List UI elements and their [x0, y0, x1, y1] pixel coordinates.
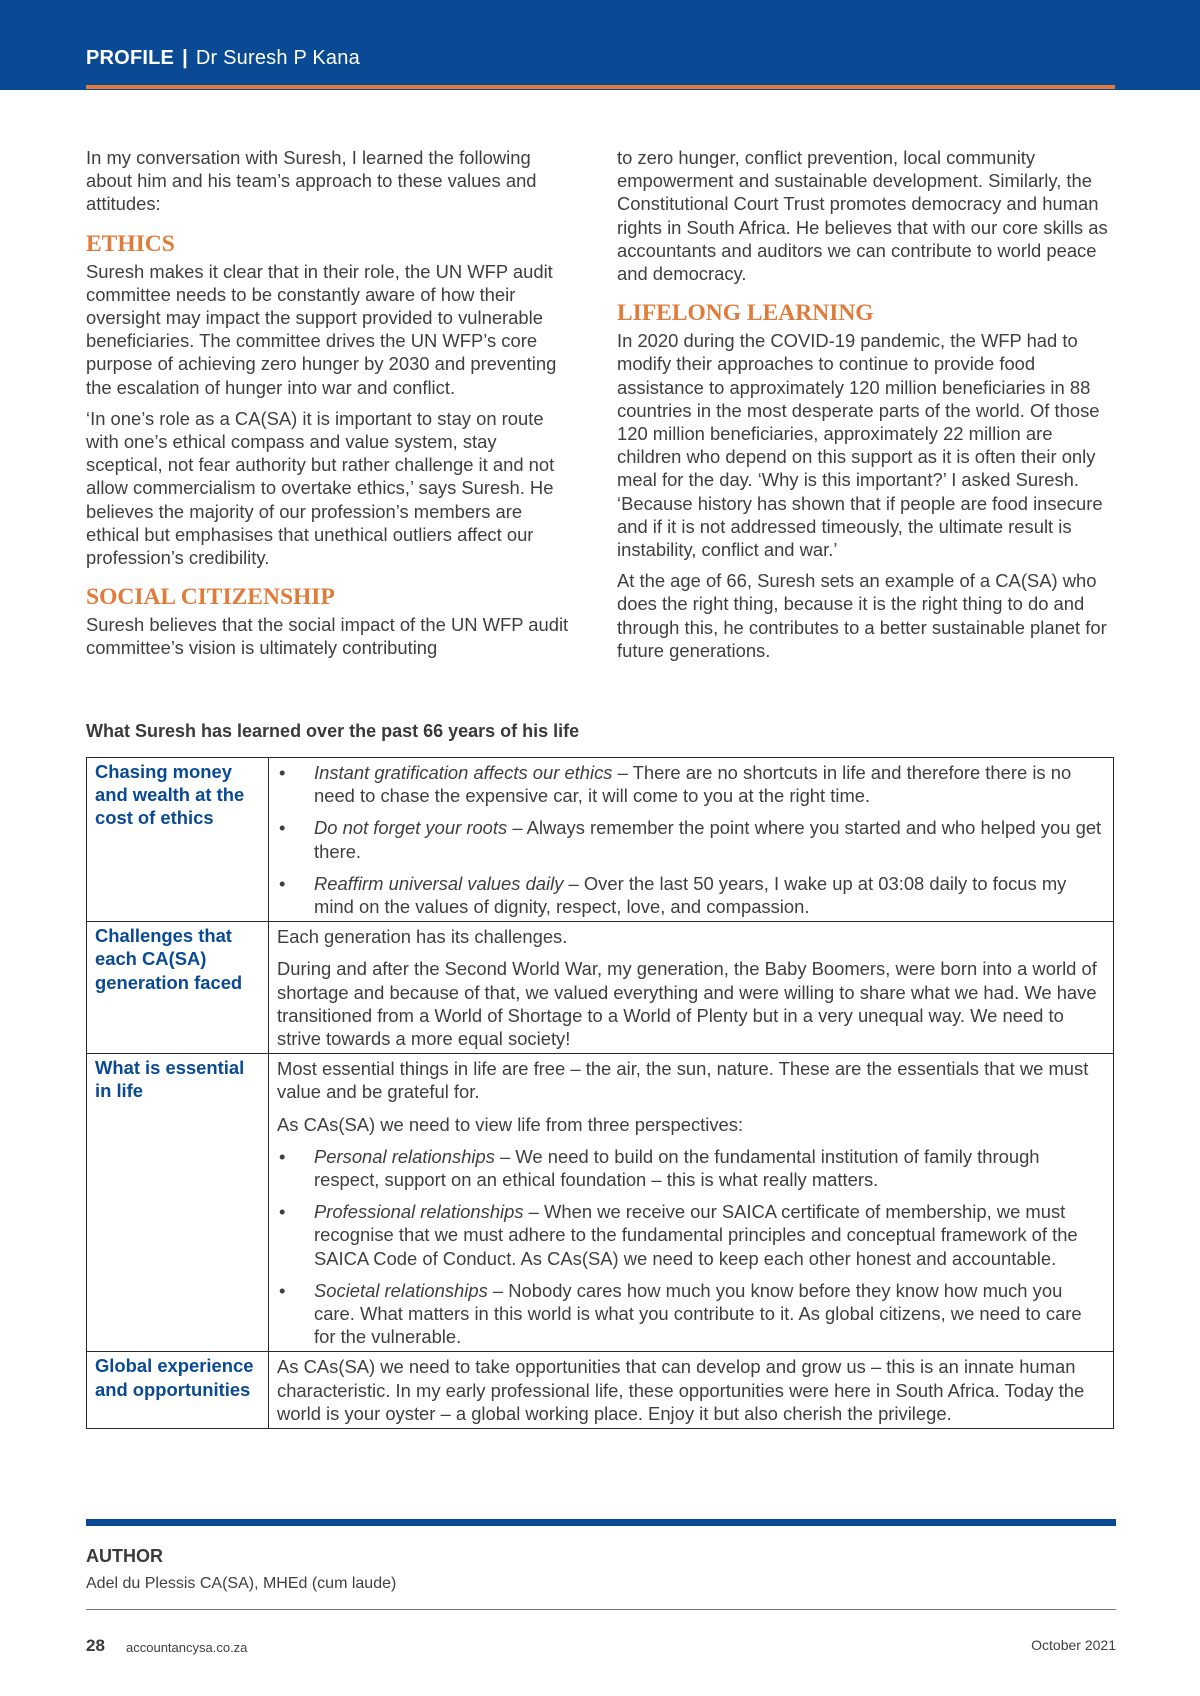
row-heading: What is essential in life [87, 1054, 269, 1352]
row-content [269, 758, 1114, 922]
row-heading: Challenges that each CA(SA) generation faced [87, 922, 269, 1054]
social-citizenship-heading: SOCIAL CITIZENSHIP [86, 584, 335, 611]
bullet-text: – Nobody cares how much you know before they know how much you care. What matters in this world is what you contribute to it. As global citizens, we need to care for the vulnerable. [314, 1279, 1082, 1348]
section-label: PROFILE [86, 47, 175, 69]
bullet-text: – Over the last 50 years, I wake up at 03:08 daily to focus my mind on the values of dignity, respect, love, and compassion. [314, 872, 1067, 918]
row-paragraph: Each generation has its challenges. [277, 926, 568, 948]
header-accent-rule [86, 85, 1115, 89]
header-band [0, 0, 1200, 90]
bullet-label: Reaffirm universal values daily [314, 872, 564, 894]
bullet-label: Do not forget your roots [314, 817, 508, 839]
list-item [277, 1279, 1106, 1349]
bullet-list [277, 1145, 1106, 1349]
author-name: Adel du Plessis CA(SA), MHEd (cum laude) [86, 1575, 397, 1592]
running-header [86, 47, 360, 70]
lifelong-paragraph-1: In 2020 during the COVID-19 pandemic, the WFP had to modify their approaches to continue to provide food assistance to approximately 120 million beneficiaries in 88 countries in the most desperate parts of the world. Of those 120 million beneficiaries, approximately 22 million are children who depend on this support as it is often their only meal for the day. ‘Why is this important?’ I asked Suresh. ‘Because history has shown that if people are food insecure and if it is not addressed timeously, the ultimate result is instability, conflict and war.’ [617, 330, 1103, 561]
lessons-table [86, 757, 1114, 1429]
table-row [87, 1352, 1114, 1429]
social-paragraph-continued: to zero hunger, conflict prevention, local community empowerment and sustainable development. Similarly, the Constitutional Court Trust promotes democracy and human rights in South Africa. He believes that with our core skills as accountants and auditors we can contribute to world peace and democracy. [617, 147, 1108, 285]
ethics-heading: ETHICS [86, 230, 175, 257]
page-number: 28 [86, 1636, 105, 1655]
bullet-label: Societal relationships [314, 1279, 488, 1301]
ethics-paragraph-1: Suresh makes it clear that in their role, the UN WFP audit committee needs to be constantly aware of how their oversight may impact the support provided to vulnerable beneficiaries. The committee drives the UN WFP’s core purpose of achieving zero hunger by 2030 and preventing the escalation of hunger into war and conflict. [86, 260, 557, 398]
row-heading: Chasing money and wealth at the cost of ethics [87, 758, 269, 922]
bullet-text: – Always remember the point where you started and who helped you get there. [314, 817, 1102, 862]
lifelong-learning-heading: LIFELONG LEARNING [617, 300, 874, 327]
bullet-label: Professional relationships [314, 1201, 524, 1223]
profile-subject: Dr Suresh P Kana [195, 47, 360, 69]
bullet-list [277, 761, 1106, 918]
list-item [277, 761, 1106, 807]
social-paragraph-start: Suresh believes that the social impact of the UN WFP audit committee’s vision is ultimately contributing [86, 614, 569, 659]
ethics-paragraph-2: ‘In one’s role as a CA(SA) it is important to stay on route with one’s ethical compass and value system, stay sceptical, not fear authority but rather challenge it and not allow commercialism to overtake ethics,’ says Suresh. He believes the majority of our profession’s members are ethical but emphasises that unethical outliers affect our profession’s credibility. [86, 407, 555, 569]
list-item [277, 872, 1106, 918]
row-paragraph: During and after the Second World War, my generation, the Baby Boomers, were born into a world of shortage and because of that, we valued everything and were willing to share what we had. We have transitioned from a World of Shortage to a World of Plenty but in a very unequal way. We need to strive towards a more equal society! [277, 958, 1097, 1050]
article-column-right [617, 146, 1117, 670]
author-divider-bar [86, 1519, 1116, 1526]
bullet-text: – There are no shortcuts in life and therefore there is no need to chase the expensive car, it will come to you at the right time. [314, 762, 1072, 807]
row-heading: Global experience and opportunities [87, 1352, 269, 1429]
bullet-text: – When we receive our SAICA certificate of membership, we must recognise that we must adhere to the fundamental principles and conceptual framework of the SAICA Code of Conduct. As CAs(SA) we need to keep each other honest and accountable. [314, 1201, 1078, 1269]
list-item [277, 816, 1106, 862]
row-content [269, 1352, 1114, 1429]
row-paragraph: As CAs(SA) we need to take opportunities that can develop and grow us – this is an innate human characteristic. In my early professional life, these opportunities were here in South Africa. Today the world is your oyster – a global working place. Enjoy it but also cherish the privilege. [277, 1356, 1085, 1424]
intro-paragraph: In my conversation with Suresh, I learned the following about him and his team’s approach to these values and attitudes: [86, 147, 537, 215]
row-content [269, 1054, 1114, 1352]
table-row [87, 758, 1114, 922]
issue-date: October 2021 [1031, 1637, 1116, 1653]
author-heading: AUTHOR [86, 1546, 163, 1566]
table-row [87, 922, 1114, 1054]
row-paragraph: As CAs(SA) we need to view life from three perspectives: [277, 1113, 744, 1135]
bullet-label: Personal relationships [314, 1145, 495, 1167]
table-row [87, 1054, 1114, 1352]
table-title: What Suresh has learned over the past 66 years of his life [86, 721, 580, 741]
list-item [277, 1145, 1106, 1191]
footer-website: accountancysa.co.za [126, 1640, 248, 1655]
row-content [269, 922, 1114, 1054]
article-column-left [86, 146, 576, 668]
bullet-label: Instant gratification affects our ethics [314, 762, 613, 783]
row-paragraph: Most essential things in life are free – the air, the sun, nature. These are the essentials that we must value and be grateful for. [277, 1058, 1089, 1103]
lifelong-paragraph-2: At the age of 66, Suresh sets an example of a CA(SA) who does the right thing, because it is the right thing to do and through this, he contributes to a better sustainable planet for future generations. [617, 570, 1107, 661]
list-item [277, 1200, 1106, 1270]
header-separator: | [182, 47, 188, 69]
footer-rule [86, 1609, 1116, 1610]
bullet-text: – We need to build on the fundamental institution of family through respect, support on an ethical foundation – this is what really matters. [314, 1145, 1040, 1191]
